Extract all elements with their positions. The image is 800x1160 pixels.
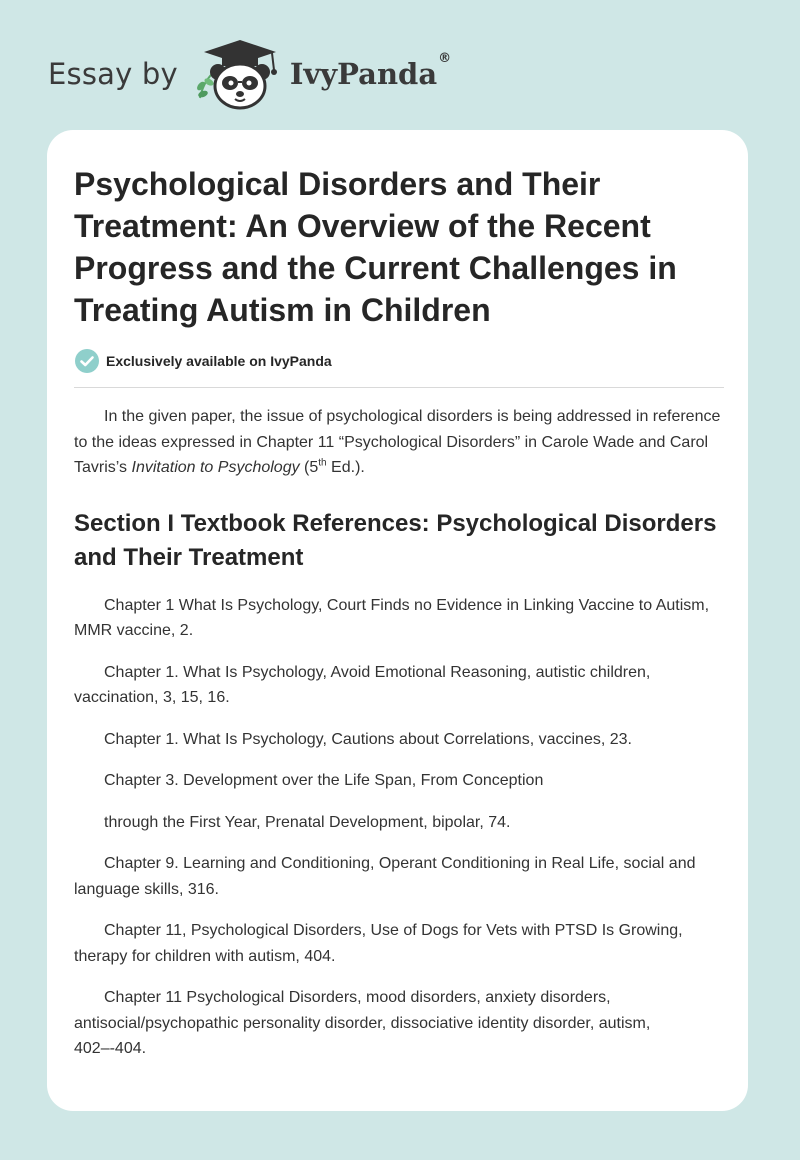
- title-divider: [74, 387, 724, 388]
- leaf-icon: [195, 74, 214, 99]
- exclusive-badge: [74, 347, 724, 375]
- essay-card: [47, 130, 748, 1111]
- reference-item: Chapter 1. What Is Psychology, Cautions about Correlations, vaccines, 23.: [104, 730, 632, 748]
- reference-item: Chapter 11, Psychological Disorders, Use of Dogs for Vets with PTSD Is Growing, therapy for children with autism, 404.: [74, 922, 683, 965]
- reference-list: [74, 593, 724, 1062]
- brand-name[interactable]: IvyPanda®: [289, 51, 452, 91]
- brand-prefix: Essay by: [48, 57, 178, 91]
- reference-item: Chapter 9. Learning and Conditioning, Operant Conditioning in Real Life, social and language skills, 316.: [74, 855, 696, 898]
- page-title: Psychological Disorders and Their Treatment: An Overview of the Recent Progress and the Current Challenges in Treating Autism in Children: [74, 166, 677, 328]
- reference-item: Chapter 11 Psychological Disorders, mood disorders, anxiety disorders, antisocial/psychopathic personality disorder, dissociative identity disorder, autism, 402–-404.: [74, 989, 651, 1057]
- check-circle-icon: [74, 348, 100, 374]
- intro-paragraph: In the given paper, the issue of psychological disorders is being addressed in reference to the ideas expressed in Chapter 11 “Psychological Disorders” in Carole Wade and Carol Tavris’s Invitation to Psychology (5th Ed.).: [74, 408, 721, 476]
- panda-graduate-icon[interactable]: [192, 36, 288, 112]
- book-title: Invitation to Psychology: [131, 459, 300, 476]
- reference-item: Chapter 1. What Is Psychology, Avoid Emotional Reasoning, autistic children, vaccination, 3, 15, 16.: [74, 663, 651, 706]
- reference-item: Chapter 3. Development over the Life Span, From Conception: [104, 772, 544, 789]
- exclusive-badge-text: Exclusively available on IvyPanda: [106, 353, 332, 369]
- reference-item: through the First Year, Prenatal Development, bipolar, 74.: [104, 813, 511, 831]
- registered-mark: ®: [438, 51, 452, 66]
- brand-header: [48, 36, 451, 112]
- reference-item: Chapter 1 What Is Psychology, Court Finds no Evidence in Linking Vaccine to Autism, MMR vaccine, 2.: [74, 596, 710, 639]
- essay-content: [74, 163, 724, 1078]
- section-heading: Section I Textbook References: Psychological Disorders and Their Treatment: [74, 509, 717, 571]
